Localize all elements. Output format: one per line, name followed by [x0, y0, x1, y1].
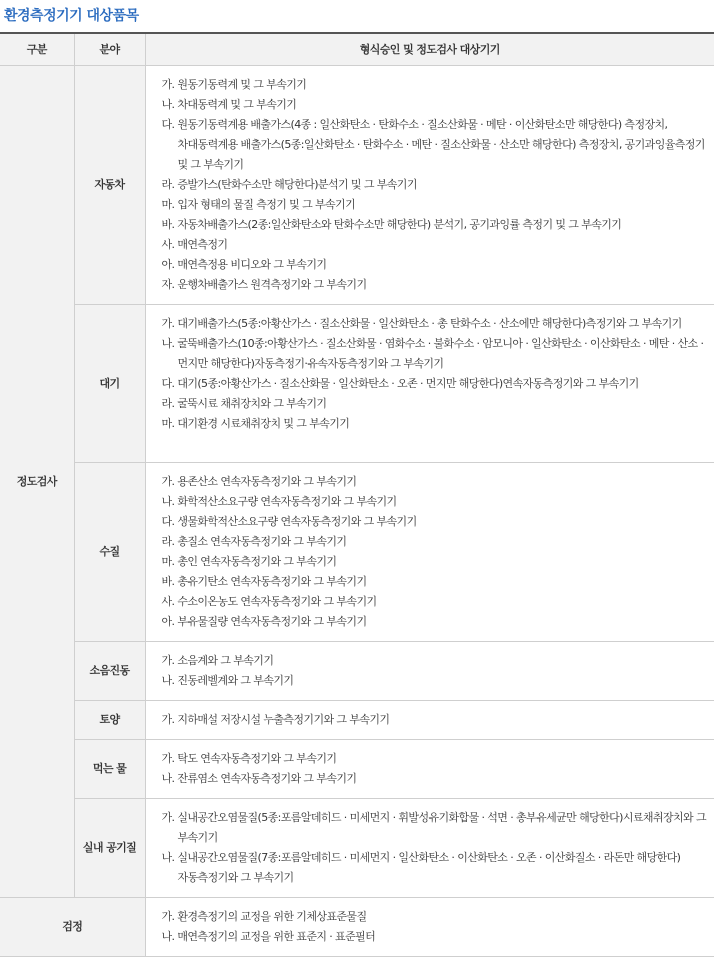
list-item: 나. 매연측정기의 교정을 위한 표준지 · 표준필터: [161, 930, 376, 943]
items-soil: [145, 701, 714, 740]
items-calibration: [145, 898, 714, 957]
list-item: 다. 원동기동력계용 배출가스(4종 : 일산화탄소 · 탄화수소 · 질소산화물 · 메탄 · 이산화탄소만 해당한다) 측정장치, 차대동력계용 배출가스(5종:일산화탄소 · 탄화수소 · 메탄 · 질소산화물 · 산소만 해당한다) 측정장치, 공기과잉율측정기 및 그 부속기기: [161, 118, 705, 171]
list-item: 사. 매연측정기: [161, 238, 228, 251]
items-noise-vibration: [145, 642, 714, 701]
field-noise-vibration: 소음진동: [74, 642, 145, 701]
list-item: 나. 굴뚝배출가스(10종:아황산가스 · 질소산화물 · 염화수소 · 불화수소 · 암모니아 · 일산화탄소 · 이산화탄소 · 메탄 · 산소 · 먼지만 해당한다)자동측정기·유속자동측정기와 그 부속기기: [161, 337, 704, 370]
table-row: [0, 740, 714, 799]
list-item: 바. 총유기탄소 연속자동측정기와 그 부속기기: [161, 575, 367, 588]
table-row: [0, 898, 714, 957]
list-item: 나. 진동레벨계와 그 부속기기: [161, 674, 294, 687]
list-item: 마. 총인 연속자동측정기와 그 부속기기: [161, 555, 337, 568]
table-row: [0, 463, 714, 642]
list-item: 아. 부유물질량 연속자동측정기와 그 부속기기: [161, 615, 367, 628]
list-item: 가. 지하매설 저장시설 누출측정기기와 그 부속기기: [161, 713, 390, 726]
list-item: 자. 운행차배출가스 원격측정기와 그 부속기기: [161, 278, 367, 291]
list-item: 가. 소음계와 그 부속기기: [161, 654, 274, 667]
field-air: 대기: [74, 305, 145, 463]
table-row: [0, 701, 714, 740]
list-item: 아. 매연측정용 비디오와 그 부속기기: [161, 258, 327, 271]
header-target-equipment: 형식승인 및 정도검사 대상기기: [145, 33, 714, 66]
list-item: 마. 입자 형태의 물질 측정기 및 그 부속기기: [161, 198, 356, 211]
field-drinking-water: 먹는 물: [74, 740, 145, 799]
header-category: 구분: [0, 33, 74, 66]
list-item: 나. 화학적산소요구량 연속자동측정기와 그 부속기기: [161, 495, 397, 508]
table-header-row: [0, 33, 714, 66]
header-field: 분야: [74, 33, 145, 66]
table-row: [0, 305, 714, 463]
list-item: 가. 원동기동력계 및 그 부속기기: [161, 78, 307, 91]
table-row: [0, 642, 714, 701]
list-item: 가. 탁도 연속자동측정기와 그 부속기기: [161, 752, 337, 765]
field-soil: 토양: [74, 701, 145, 740]
equipment-table: [0, 32, 714, 957]
list-item: 나. 실내공간오염물질(7종:포름알데히드 · 미세먼지 · 일산화탄소 · 이산화탄소 · 오존 · 이산화질소 · 라돈만 해당한다) 자동측정기와 그 부속기기: [161, 851, 681, 884]
page-title: 환경측정기기 대상품목: [4, 8, 139, 24]
list-item: 나. 차대동력계 및 그 부속기기: [161, 98, 297, 111]
list-item: 라. 증발가스(탄화수소만 해당한다)분석기 및 그 부속기기: [161, 178, 417, 191]
list-item: 가. 환경측정기의 교정을 위한 기체상표준물질: [161, 910, 367, 923]
list-item: 다. 대기(5종:아황산가스 · 질소산화물 · 일산화탄소 · 오존 · 먼지만 해당한다)연속자동측정기와 그 부속기기: [161, 377, 639, 390]
list-item: 사. 수소이온농도 연속자동측정기와 그 부속기기: [161, 595, 377, 608]
list-item: 바. 자동차배출가스(2종:일산화탄소와 탄화수소만 해당한다) 분석기, 공기과잉률 측정기 및 그 부속기기: [161, 218, 622, 231]
list-item: 라. 총질소 연속자동측정기와 그 부속기기: [161, 535, 347, 548]
list-item: 가. 실내공간오염물질(5종:포름알데히드 · 미세먼지 · 휘발성유기화합물 · 석면 · 총부유세균만 해당한다)시료채취장치와 그 부속기기: [161, 811, 706, 844]
items-water-quality: [145, 463, 714, 642]
items-air: [145, 305, 714, 463]
field-water-quality: 수질: [74, 463, 145, 642]
field-vehicle: 자동차: [74, 66, 145, 305]
items-indoor-air: [145, 799, 714, 898]
list-item: 다. 생물화학적산소요구량 연속자동측정기와 그 부속기기: [161, 515, 417, 528]
group-precision-inspection: 정도검사: [0, 66, 74, 898]
group-calibration: 검정: [0, 898, 145, 957]
field-indoor-air: 실내 공기질: [74, 799, 145, 898]
list-item: 가. 용존산소 연속자동측정기와 그 부속기기: [161, 475, 357, 488]
table-row: [0, 66, 714, 305]
items-vehicle: [145, 66, 714, 305]
table-row: [0, 799, 714, 898]
list-item: 마. 대기환경 시료채취장치 및 그 부속기기: [161, 417, 350, 430]
items-drinking-water: [145, 740, 714, 799]
list-item: 가. 대기배출가스(5종:아황산가스 · 질소산화물 · 일산화탄소 · 총 탄화수소 · 산소에만 해당한다)측정기와 그 부속기기: [161, 317, 682, 330]
list-item: 나. 잔류염소 연속자동측정기와 그 부속기기: [161, 772, 357, 785]
list-item: 라. 굴뚝시료 채취장치와 그 부속기기: [161, 397, 327, 410]
